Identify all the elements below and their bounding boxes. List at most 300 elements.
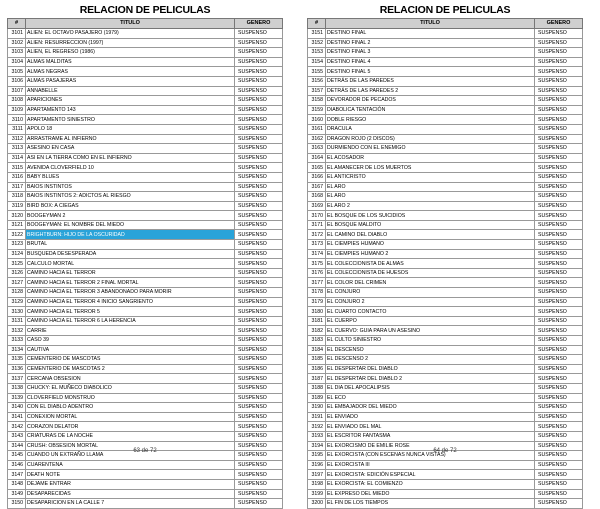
row-number: 3106 [8, 76, 26, 86]
table-row [308, 268, 583, 278]
table-row [308, 422, 583, 432]
row-number: 3116 [8, 172, 26, 182]
row-number: 3167 [308, 182, 326, 192]
row-number: 3187 [308, 374, 326, 384]
row-number: 3124 [8, 249, 26, 259]
table-row [8, 479, 283, 489]
table-row [8, 57, 283, 67]
movie-title: DURMIENDO CON EL ENEMIGO [326, 144, 535, 154]
table-row [308, 259, 583, 269]
table-row [8, 259, 283, 269]
movie-title: EL ARO [326, 192, 535, 202]
movie-genre: SUSPENSO [235, 230, 283, 240]
column-header-genre: GENERO [235, 19, 283, 29]
table-row [8, 403, 283, 413]
movie-title: DETRÁS DE LAS PAREDES [326, 76, 535, 86]
table-row [8, 29, 283, 39]
movie-genre: SUSPENSO [535, 278, 583, 288]
table-row [308, 307, 583, 317]
movie-title: CEMENTERIO DE MASCOTAS 2 [26, 364, 235, 374]
row-number: 3119 [8, 201, 26, 211]
table-row [8, 163, 283, 173]
movie-title: DEATH NOTE [26, 470, 235, 480]
row-number: 3177 [308, 278, 326, 288]
movie-genre: SUSPENSO [235, 460, 283, 470]
movie-genre: SUSPENSO [535, 134, 583, 144]
movie-genre: SUSPENSO [535, 48, 583, 58]
movie-genre: SUSPENSO [535, 96, 583, 106]
movie-genre: SUSPENSO [235, 412, 283, 422]
page-number: 64 de 72 [433, 448, 457, 454]
table-row [308, 182, 583, 192]
movie-title: CARRIE [26, 326, 235, 336]
table-row [8, 76, 283, 86]
table-row [308, 163, 583, 173]
movie-title: EL EXORCISMO DE EMILIE ROSE [326, 441, 535, 451]
movie-genre: SUSPENSO [535, 345, 583, 355]
table-row [308, 134, 583, 144]
row-number: 3157 [308, 86, 326, 96]
table-row [8, 316, 283, 326]
table-row [308, 326, 583, 336]
movie-genre: SUSPENSO [535, 172, 583, 182]
movie-title: CAMINO HACIA EL TERROR 5 [26, 307, 235, 317]
row-number: 3142 [8, 422, 26, 432]
movie-title: EL EMBAJADOR DEL MIEDO [326, 403, 535, 413]
movie-title: EL CUARTO CONTACTO [326, 307, 535, 317]
movie-genre: SUSPENSO [535, 489, 583, 499]
table-row [308, 479, 583, 489]
movie-genre: SUSPENSO [535, 307, 583, 317]
movie-title: EL DESCENSO [326, 345, 535, 355]
movie-title: CERCANA OBSESION [26, 374, 235, 384]
row-number: 3117 [8, 182, 26, 192]
movie-genre: SUSPENSO [535, 326, 583, 336]
movie-title: CAMINO HACIA EL TERROR 6 LA HERENCIA [26, 316, 235, 326]
table-row [8, 336, 283, 346]
movie-genre: SUSPENSO [235, 29, 283, 39]
movie-genre: SUSPENSO [235, 479, 283, 489]
movie-title: CORAZON DELATOR [26, 422, 235, 432]
movie-genre: SUSPENSO [235, 96, 283, 106]
movie-title: ANNABELLE [26, 86, 235, 96]
movie-title: ALMAS PASAJERAS [26, 76, 235, 86]
row-number: 3156 [308, 76, 326, 86]
movie-title: CRIATURAS DE LA NOCHE [26, 431, 235, 441]
row-number: 3183 [308, 336, 326, 346]
table-row [308, 403, 583, 413]
movie-title: BOOGEYMAN: EL NOMBRE DEL MIEDO [26, 220, 235, 230]
row-number: 3134 [8, 345, 26, 355]
row-number: 3113 [8, 144, 26, 154]
movie-title: CUANDO UN EXTRAÑO LLAMA [26, 451, 235, 461]
movie-title: EL COLOR DEL CRIMEN [326, 278, 535, 288]
movie-genre: SUSPENSO [235, 393, 283, 403]
table-row [8, 96, 283, 106]
column-header-number: # [8, 19, 26, 29]
table-row [8, 124, 283, 134]
row-number: 3171 [308, 220, 326, 230]
movie-title: EL ECO [326, 393, 535, 403]
movie-title: EL FIN DE LOS TIEMPOS [326, 499, 535, 509]
movie-title: ALIEN, EL REGRESO (1986) [26, 48, 235, 58]
table-row [8, 470, 283, 480]
movie-genre: SUSPENSO [235, 57, 283, 67]
movie-genre: SUSPENSO [535, 230, 583, 240]
movie-title: BRUTAL [26, 240, 235, 250]
row-number: 3130 [8, 307, 26, 317]
movie-genre: SUSPENSO [235, 249, 283, 259]
movie-genre: SUSPENSO [235, 364, 283, 374]
table-row [308, 48, 583, 58]
movie-genre: SUSPENSO [235, 489, 283, 499]
row-number: 3188 [308, 383, 326, 393]
movie-genre: SUSPENSO [535, 297, 583, 307]
row-number: 3184 [308, 345, 326, 355]
movie-title: DESTINO FINAL 5 [326, 67, 535, 77]
movie-genre: SUSPENSO [535, 393, 583, 403]
table-row [308, 345, 583, 355]
row-number: 3136 [8, 364, 26, 374]
movie-title: ALMAS MALDITAS [26, 57, 235, 67]
movie-title: EL ACOSADOR [326, 153, 535, 163]
table-row [8, 105, 283, 115]
movie-genre: SUSPENSO [235, 278, 283, 288]
movie-title: DETRÁS DE LAS PAREDES 2 [326, 86, 535, 96]
movie-title: EL DESPERTAR DEL DIABLO [326, 364, 535, 374]
row-number: 3121 [8, 220, 26, 230]
movie-title: DRACULA [326, 124, 535, 134]
movie-title: CHUCKY: EL MUÑECO DIABOLICO [26, 383, 235, 393]
row-number: 3135 [8, 355, 26, 365]
table-row [8, 144, 283, 154]
table-row [308, 96, 583, 106]
table-row [308, 124, 583, 134]
movie-genre: SUSPENSO [235, 383, 283, 393]
row-number: 3152 [308, 38, 326, 48]
movie-genre: SUSPENSO [535, 259, 583, 269]
row-number: 3104 [8, 57, 26, 67]
table-row [8, 412, 283, 422]
movie-title: CON EL DIABLO ADENTRO [26, 403, 235, 413]
movie-title: DESAPARECIDAS [26, 489, 235, 499]
movie-genre: SUSPENSO [535, 460, 583, 470]
table-row [308, 383, 583, 393]
row-number: 3161 [308, 124, 326, 134]
movie-title: EL CULTO SINIESTRO [326, 336, 535, 346]
movie-title: BAIOS INSTINTOS 2: ADICTOS AL RIESGO [26, 192, 235, 202]
row-number: 3146 [8, 460, 26, 470]
row-number: 3199 [308, 489, 326, 499]
movie-genre: SUSPENSO [235, 124, 283, 134]
row-number: 3193 [308, 431, 326, 441]
row-number: 3148 [8, 479, 26, 489]
row-number: 3125 [8, 259, 26, 269]
row-number: 3151 [308, 29, 326, 39]
movie-title: ARRASTRAME AL INFIERNO [26, 134, 235, 144]
movie-title: EL CAMINO DEL DIABLO [326, 230, 535, 240]
row-number: 3164 [308, 153, 326, 163]
row-number: 3178 [308, 288, 326, 298]
movie-title: ALMAS NEGRAS [26, 67, 235, 77]
table-row [308, 374, 583, 384]
movie-table [307, 18, 583, 509]
table-row [308, 105, 583, 115]
movie-title: CAMINO HACIA EL TERROR [26, 268, 235, 278]
movie-title: BABY BLUES [26, 172, 235, 182]
row-number: 3108 [8, 96, 26, 106]
table-row [8, 48, 283, 58]
table-row [308, 460, 583, 470]
row-number: 3127 [8, 278, 26, 288]
movie-genre: SUSPENSO [235, 201, 283, 211]
row-number: 3153 [308, 48, 326, 58]
row-number: 3173 [308, 240, 326, 250]
table-row [8, 499, 283, 509]
table-row [8, 278, 283, 288]
movie-genre: SUSPENSO [535, 336, 583, 346]
table-row [308, 211, 583, 221]
table-row [308, 230, 583, 240]
movie-genre: SUSPENSO [535, 67, 583, 77]
table-header-row [8, 19, 283, 29]
movie-genre: SUSPENSO [535, 422, 583, 432]
movie-genre: SUSPENSO [235, 431, 283, 441]
table-row [8, 38, 283, 48]
movie-genre: SUSPENSO [535, 182, 583, 192]
row-number: 3141 [8, 412, 26, 422]
movie-title: EL ARO [326, 182, 535, 192]
row-number: 3122 [8, 230, 26, 240]
table-row [8, 431, 283, 441]
movie-title: EL EXORCISTA: EDICIÓN ESPECIAL [326, 470, 535, 480]
row-number: 3145 [8, 451, 26, 461]
table-row [8, 364, 283, 374]
row-number: 3195 [308, 451, 326, 461]
movie-genre: SUSPENSO [535, 470, 583, 480]
movie-genre: SUSPENSO [235, 470, 283, 480]
movie-title: CONEXION MORTAL [26, 412, 235, 422]
movie-genre: SUSPENSO [235, 288, 283, 298]
table-row [8, 192, 283, 202]
movie-title: ASESINO EN CASA [26, 144, 235, 154]
movie-title: CLOVERFIELD MONSTRUO [26, 393, 235, 403]
movie-title: EL BOSQUE MALDITO [326, 220, 535, 230]
page-number: 63 de 72 [133, 448, 157, 454]
row-number: 3192 [308, 422, 326, 432]
table-row [8, 383, 283, 393]
table-row [308, 38, 583, 48]
row-number: 3182 [308, 326, 326, 336]
table-row [8, 355, 283, 365]
movie-title: ALIEN: RESURRECCION (1997) [26, 38, 235, 48]
movie-title: EL BOSQUE DE LOS SUICIDIOS [326, 211, 535, 221]
table-row [8, 288, 283, 298]
movie-title: EL COLECCIONISTA DE HUESOS [326, 268, 535, 278]
row-number: 3166 [308, 172, 326, 182]
movie-title: EL EXORCISTA (CON ESCENAS NUNCA VISTAS) [326, 451, 535, 461]
row-number: 3154 [308, 57, 326, 67]
page-left [0, 0, 290, 507]
movie-title: EL ESCRITOR FANTASMA [326, 431, 535, 441]
row-number: 3115 [8, 163, 26, 173]
table-row [308, 499, 583, 509]
row-number: 3138 [8, 383, 26, 393]
table-row [8, 422, 283, 432]
movie-title: DIABOLICA TENTACIÓN [326, 105, 535, 115]
table-row [308, 278, 583, 288]
row-number: 3162 [308, 134, 326, 144]
row-number: 3170 [308, 211, 326, 221]
movie-title: DEVORADOR DE PECADOS [326, 96, 535, 106]
movie-genre: SUSPENSO [535, 316, 583, 326]
movie-genre: SUSPENSO [235, 336, 283, 346]
movie-genre: SUSPENSO [535, 479, 583, 489]
movie-title: DRAGON ROJO (2 DISCOS) [326, 134, 535, 144]
movie-title: BOOGEYMAN 2 [26, 211, 235, 221]
table-row [8, 153, 283, 163]
table-row [8, 489, 283, 499]
movie-title: CAMINO HACIA EL TERROR 2 FINAL MORTAL [26, 278, 235, 288]
movie-genre: SUSPENSO [535, 163, 583, 173]
movie-genre: SUSPENSO [235, 182, 283, 192]
movie-genre: SUSPENSO [535, 201, 583, 211]
table-row [8, 134, 283, 144]
movie-title: CASO 39 [26, 336, 235, 346]
table-row [308, 297, 583, 307]
row-number: 3110 [8, 115, 26, 125]
movie-title: EL COLECCIONISTA DE ALMAS [326, 259, 535, 269]
movie-genre: SUSPENSO [235, 268, 283, 278]
movie-genre: SUSPENSO [535, 86, 583, 96]
page-title: RELACION DE PELICULAS [379, 4, 511, 16]
movie-genre: SUSPENSO [535, 412, 583, 422]
movie-title: EL ARO 2 [326, 201, 535, 211]
movie-genre: SUSPENSO [535, 355, 583, 365]
table-row [308, 76, 583, 86]
movie-title: CUARENTENA [26, 460, 235, 470]
movie-title: BRIGHTBURN: HIJO DE LA OSCURIDAD [26, 230, 235, 240]
row-number: 3175 [308, 259, 326, 269]
movie-title: EL EXORCISTA: EL COMIENZO [326, 479, 535, 489]
movie-title: EL EXORCISTA III [326, 460, 535, 470]
movie-title: EL DESPERTAR DEL DIABLO 2 [326, 374, 535, 384]
row-number: 3168 [308, 192, 326, 202]
table-row [8, 374, 283, 384]
movie-genre: SUSPENSO [535, 364, 583, 374]
row-number: 3131 [8, 316, 26, 326]
row-number: 3107 [8, 86, 26, 96]
row-number: 3186 [308, 364, 326, 374]
table-row [8, 460, 283, 470]
row-number: 3120 [8, 211, 26, 221]
table-row [308, 86, 583, 96]
row-number: 3133 [8, 336, 26, 346]
movie-title: DESAPARICION EN LA CALLE 7 [26, 499, 235, 509]
row-number: 3179 [308, 297, 326, 307]
movie-title: APARTAMENTO 143 [26, 105, 235, 115]
table-row [308, 220, 583, 230]
row-number: 3101 [8, 29, 26, 39]
row-number: 3111 [8, 124, 26, 134]
movie-genre: SUSPENSO [535, 220, 583, 230]
movie-genre: SUSPENSO [535, 38, 583, 48]
movie-genre: SUSPENSO [235, 115, 283, 125]
movie-title: AVENIDA CLOVERFIELD 10 [26, 163, 235, 173]
row-number: 3105 [8, 67, 26, 77]
table-row [8, 297, 283, 307]
table-row [308, 316, 583, 326]
table-row [8, 268, 283, 278]
row-number: 3189 [308, 393, 326, 403]
table-row [8, 307, 283, 317]
movie-genre: SUSPENSO [535, 441, 583, 451]
movie-genre: SUSPENSO [535, 374, 583, 384]
table-row [8, 240, 283, 250]
movie-title: DESTINO FINAL [326, 29, 535, 39]
movie-title: EL CIEMPIES HUMANO [326, 240, 535, 250]
table-row [308, 249, 583, 259]
movie-title: EL ANTICRISTO [326, 172, 535, 182]
movie-title: EL AMANECER DE LOS MUERTOS [326, 163, 535, 173]
table-row [8, 326, 283, 336]
row-number: 3194 [308, 441, 326, 451]
movie-genre: SUSPENSO [235, 163, 283, 173]
movie-genre: SUSPENSO [235, 211, 283, 221]
column-header-title: TITULO [326, 19, 535, 29]
table-header-row [308, 19, 583, 29]
row-number: 3196 [308, 460, 326, 470]
table-row [308, 336, 583, 346]
table-row [308, 153, 583, 163]
row-number: 3126 [8, 268, 26, 278]
movie-genre: SUSPENSO [235, 374, 283, 384]
row-number: 3103 [8, 48, 26, 58]
table-row [308, 355, 583, 365]
movie-genre: SUSPENSO [535, 403, 583, 413]
table-row [308, 67, 583, 77]
movie-genre: SUSPENSO [235, 38, 283, 48]
table-row [8, 86, 283, 96]
table-row [8, 182, 283, 192]
row-number: 3158 [308, 96, 326, 106]
movie-genre: SUSPENSO [235, 259, 283, 269]
movie-genre: SUSPENSO [535, 240, 583, 250]
row-number: 3159 [308, 105, 326, 115]
movie-genre: SUSPENSO [235, 172, 283, 182]
movie-genre: SUSPENSO [235, 220, 283, 230]
movie-genre: SUSPENSO [235, 441, 283, 451]
table-row [308, 57, 583, 67]
movie-genre: SUSPENSO [235, 134, 283, 144]
movie-genre: SUSPENSO [535, 144, 583, 154]
row-number: 3132 [8, 326, 26, 336]
movie-genre: SUSPENSO [235, 67, 283, 77]
movie-title: APARICIONES [26, 96, 235, 106]
row-number: 3150 [8, 499, 26, 509]
table-row [8, 211, 283, 221]
page-title: RELACION DE PELICULAS [79, 4, 211, 16]
row-number: 3197 [308, 470, 326, 480]
movie-genre: SUSPENSO [535, 115, 583, 125]
table-row [308, 115, 583, 125]
movie-genre: SUSPENSO [535, 249, 583, 259]
movie-genre: SUSPENSO [535, 499, 583, 509]
movie-title: BAIOS INSTINTOS [26, 182, 235, 192]
movie-title: CRUSH: OBSESION MORTAL [26, 441, 235, 451]
movie-genre: SUSPENSO [235, 345, 283, 355]
movie-genre: SUSPENSO [235, 316, 283, 326]
